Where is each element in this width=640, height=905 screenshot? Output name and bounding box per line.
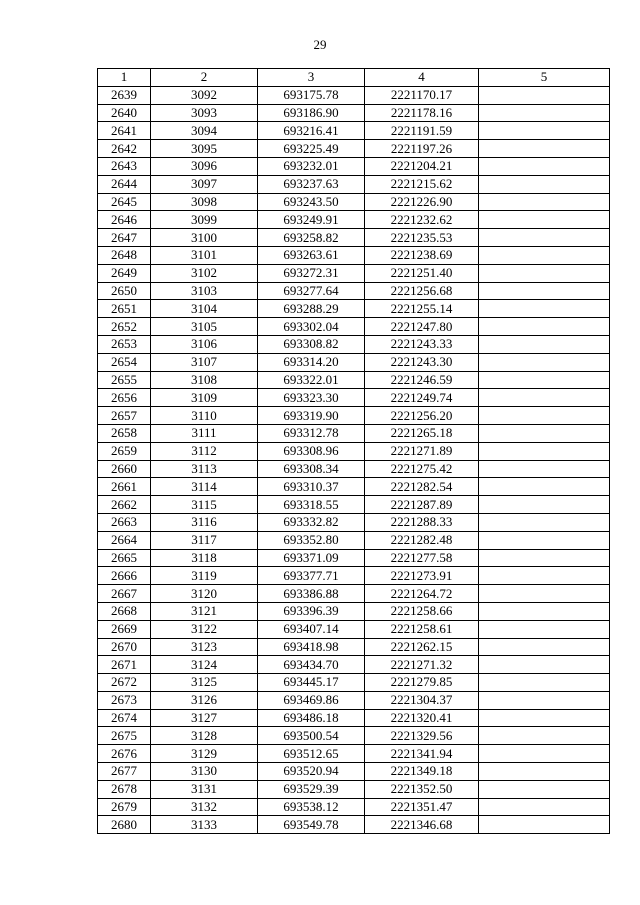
table-cell: 693500.54 bbox=[258, 727, 365, 745]
table-cell: 2221288.33 bbox=[365, 513, 479, 531]
table-cell bbox=[479, 531, 610, 549]
table-row bbox=[98, 709, 610, 727]
table-cell: 2642 bbox=[98, 140, 151, 158]
table-cell: 2221282.48 bbox=[365, 531, 479, 549]
table-cell: 2652 bbox=[98, 318, 151, 336]
table-cell: 2221243.33 bbox=[365, 335, 479, 353]
table-cell: 2677 bbox=[98, 763, 151, 781]
table-cell: 3116 bbox=[151, 513, 258, 531]
table-cell: 3108 bbox=[151, 371, 258, 389]
table-cell: 2221351.47 bbox=[365, 798, 479, 816]
table-row bbox=[98, 122, 610, 140]
table-cell: 3127 bbox=[151, 709, 258, 727]
table-cell: 2664 bbox=[98, 531, 151, 549]
table-cell: 2221275.42 bbox=[365, 460, 479, 478]
table-row bbox=[98, 638, 610, 656]
table-cell bbox=[479, 282, 610, 300]
table-cell bbox=[479, 816, 610, 834]
table-cell: 3099 bbox=[151, 211, 258, 229]
table-cell bbox=[479, 264, 610, 282]
table-cell: 3100 bbox=[151, 229, 258, 247]
column-header-1: 1 bbox=[98, 69, 151, 87]
table-cell bbox=[479, 300, 610, 318]
table-row bbox=[98, 175, 610, 193]
table-row bbox=[98, 407, 610, 425]
table-cell: 693237.63 bbox=[258, 175, 365, 193]
table-cell bbox=[479, 335, 610, 353]
table-cell: 3102 bbox=[151, 264, 258, 282]
table-cell: 693308.34 bbox=[258, 460, 365, 478]
table-cell bbox=[479, 638, 610, 656]
coordinates-table bbox=[97, 68, 610, 834]
table-row bbox=[98, 549, 610, 567]
table-cell: 2676 bbox=[98, 745, 151, 763]
table-cell bbox=[479, 549, 610, 567]
table-cell bbox=[479, 602, 610, 620]
table-cell bbox=[479, 229, 610, 247]
table-cell: 2221262.15 bbox=[365, 638, 479, 656]
table-cell: 3109 bbox=[151, 389, 258, 407]
table-cell: 2679 bbox=[98, 798, 151, 816]
table-cell: 2221256.68 bbox=[365, 282, 479, 300]
table-cell: 2221349.18 bbox=[365, 763, 479, 781]
table-cell: 693407.14 bbox=[258, 620, 365, 638]
table-cell bbox=[479, 460, 610, 478]
table-cell: 693512.65 bbox=[258, 745, 365, 763]
table-cell bbox=[479, 620, 610, 638]
table-row bbox=[98, 157, 610, 175]
table-cell: 3130 bbox=[151, 763, 258, 781]
table-cell bbox=[479, 709, 610, 727]
table-cell: 2221255.14 bbox=[365, 300, 479, 318]
table-row bbox=[98, 691, 610, 709]
table-cell: 2221246.59 bbox=[365, 371, 479, 389]
table-cell: 693314.20 bbox=[258, 353, 365, 371]
table-row bbox=[98, 602, 610, 620]
table-cell: 3107 bbox=[151, 353, 258, 371]
table-cell: 2221243.30 bbox=[365, 353, 479, 371]
table-cell: 2221352.50 bbox=[365, 780, 479, 798]
table-cell: 693318.55 bbox=[258, 496, 365, 514]
table-row bbox=[98, 193, 610, 211]
table-cell bbox=[479, 798, 610, 816]
table-cell: 2656 bbox=[98, 389, 151, 407]
table-cell bbox=[479, 193, 610, 211]
table-cell: 693538.12 bbox=[258, 798, 365, 816]
table-cell: 2648 bbox=[98, 246, 151, 264]
table-cell: 2658 bbox=[98, 424, 151, 442]
table-row bbox=[98, 460, 610, 478]
table-cell bbox=[479, 389, 610, 407]
table-cell: 693186.90 bbox=[258, 104, 365, 122]
table-cell: 693418.98 bbox=[258, 638, 365, 656]
table-cell: 2665 bbox=[98, 549, 151, 567]
table-cell: 2680 bbox=[98, 816, 151, 834]
table-cell bbox=[479, 585, 610, 603]
table-cell bbox=[479, 513, 610, 531]
page-number: 29 bbox=[313, 37, 327, 52]
table-cell: 3106 bbox=[151, 335, 258, 353]
table-cell: 3120 bbox=[151, 585, 258, 603]
table-cell: 693332.82 bbox=[258, 513, 365, 531]
table-cell: 2641 bbox=[98, 122, 151, 140]
table-cell: 693232.01 bbox=[258, 157, 365, 175]
table-cell: 2221265.18 bbox=[365, 424, 479, 442]
table-cell bbox=[479, 567, 610, 585]
table-cell: 3121 bbox=[151, 602, 258, 620]
table-cell: 3124 bbox=[151, 656, 258, 674]
table-cell: 2221215.62 bbox=[365, 175, 479, 193]
table-row bbox=[98, 442, 610, 460]
table-cell: 2221204.21 bbox=[365, 157, 479, 175]
table-cell: 693288.29 bbox=[258, 300, 365, 318]
column-header-4: 4 bbox=[365, 69, 479, 87]
table-cell: 3112 bbox=[151, 442, 258, 460]
table-cell: 3131 bbox=[151, 780, 258, 798]
table-cell: 2221271.89 bbox=[365, 442, 479, 460]
table-cell bbox=[479, 674, 610, 692]
table-row bbox=[98, 656, 610, 674]
table-row bbox=[98, 816, 610, 834]
table-cell: 3104 bbox=[151, 300, 258, 318]
table-cell: 3118 bbox=[151, 549, 258, 567]
table-cell: 693322.01 bbox=[258, 371, 365, 389]
table-cell: 3095 bbox=[151, 140, 258, 158]
table-cell: 693529.39 bbox=[258, 780, 365, 798]
table-cell: 693469.86 bbox=[258, 691, 365, 709]
table-cell: 3098 bbox=[151, 193, 258, 211]
table-cell: 693258.82 bbox=[258, 229, 365, 247]
table-cell: 2221247.80 bbox=[365, 318, 479, 336]
table-cell: 693308.96 bbox=[258, 442, 365, 460]
table-cell: 3093 bbox=[151, 104, 258, 122]
table-cell: 3092 bbox=[151, 86, 258, 104]
table-cell: 693396.39 bbox=[258, 602, 365, 620]
table-cell: 2221264.72 bbox=[365, 585, 479, 603]
header-row bbox=[98, 69, 610, 87]
table-cell bbox=[479, 122, 610, 140]
table-cell: 2221226.90 bbox=[365, 193, 479, 211]
table-cell: 2221279.85 bbox=[365, 674, 479, 692]
table-cell: 693302.04 bbox=[258, 318, 365, 336]
table-row bbox=[98, 264, 610, 282]
table-cell: 693386.88 bbox=[258, 585, 365, 603]
table-cell: 3094 bbox=[151, 122, 258, 140]
table-cell: 3096 bbox=[151, 157, 258, 175]
table-row bbox=[98, 371, 610, 389]
table-cell: 693225.49 bbox=[258, 140, 365, 158]
table-cell: 2666 bbox=[98, 567, 151, 585]
table-cell: 3119 bbox=[151, 567, 258, 585]
table-cell: 3113 bbox=[151, 460, 258, 478]
table-cell: 2668 bbox=[98, 602, 151, 620]
table-cell: 693243.50 bbox=[258, 193, 365, 211]
table-cell: 2221258.61 bbox=[365, 620, 479, 638]
table-cell: 2647 bbox=[98, 229, 151, 247]
table-cell: 2221258.66 bbox=[365, 602, 479, 620]
table-row bbox=[98, 86, 610, 104]
table-cell: 693263.61 bbox=[258, 246, 365, 264]
table-cell bbox=[479, 318, 610, 336]
table-cell: 2673 bbox=[98, 691, 151, 709]
table-cell: 3123 bbox=[151, 638, 258, 656]
table-cell bbox=[479, 157, 610, 175]
table-cell: 2649 bbox=[98, 264, 151, 282]
table-cell bbox=[479, 727, 610, 745]
table-cell: 693272.31 bbox=[258, 264, 365, 282]
table-cell: 2221273.91 bbox=[365, 567, 479, 585]
table-cell: 2221197.26 bbox=[365, 140, 479, 158]
table-cell bbox=[479, 353, 610, 371]
table-row bbox=[98, 745, 610, 763]
table-cell: 693377.71 bbox=[258, 567, 365, 585]
table-cell: 2221320.41 bbox=[365, 709, 479, 727]
table-row bbox=[98, 424, 610, 442]
table-cell: 2669 bbox=[98, 620, 151, 638]
table-row bbox=[98, 389, 610, 407]
table-row bbox=[98, 353, 610, 371]
table-row bbox=[98, 300, 610, 318]
table-cell: 2221170.17 bbox=[365, 86, 479, 104]
table-cell: 2671 bbox=[98, 656, 151, 674]
table-cell bbox=[479, 763, 610, 781]
table-cell: 693486.18 bbox=[258, 709, 365, 727]
column-header-3: 3 bbox=[258, 69, 365, 87]
table-cell: 2221178.16 bbox=[365, 104, 479, 122]
table-row bbox=[98, 798, 610, 816]
table-cell: 3125 bbox=[151, 674, 258, 692]
table-cell: 693434.70 bbox=[258, 656, 365, 674]
table-row bbox=[98, 478, 610, 496]
table-cell: 3128 bbox=[151, 727, 258, 745]
table-row bbox=[98, 229, 610, 247]
table-cell: 3110 bbox=[151, 407, 258, 425]
table-row bbox=[98, 335, 610, 353]
table-cell: 2639 bbox=[98, 86, 151, 104]
table-row bbox=[98, 318, 610, 336]
table-cell: 2221191.59 bbox=[365, 122, 479, 140]
table-cell: 2672 bbox=[98, 674, 151, 692]
table-cell: 2221235.53 bbox=[365, 229, 479, 247]
table-cell: 2659 bbox=[98, 442, 151, 460]
table-cell: 693352.80 bbox=[258, 531, 365, 549]
table-cell: 693308.82 bbox=[258, 335, 365, 353]
table-cell: 3129 bbox=[151, 745, 258, 763]
table-cell: 2667 bbox=[98, 585, 151, 603]
table-body bbox=[98, 86, 610, 833]
table-cell bbox=[479, 745, 610, 763]
table-cell: 3115 bbox=[151, 496, 258, 514]
table-cell: 2221287.89 bbox=[365, 496, 479, 514]
table-cell: 2221282.54 bbox=[365, 478, 479, 496]
table-cell: 3101 bbox=[151, 246, 258, 264]
table-row bbox=[98, 674, 610, 692]
table-cell: 693371.09 bbox=[258, 549, 365, 567]
table-cell bbox=[479, 104, 610, 122]
table-cell bbox=[479, 140, 610, 158]
table-header bbox=[98, 69, 610, 87]
table-cell bbox=[479, 246, 610, 264]
table-cell: 2221256.20 bbox=[365, 407, 479, 425]
table-cell: 2655 bbox=[98, 371, 151, 389]
table-cell: 3132 bbox=[151, 798, 258, 816]
table-cell: 3105 bbox=[151, 318, 258, 336]
table-cell: 693216.41 bbox=[258, 122, 365, 140]
table-row bbox=[98, 211, 610, 229]
table-cell bbox=[479, 211, 610, 229]
table-cell: 2654 bbox=[98, 353, 151, 371]
table-row bbox=[98, 513, 610, 531]
table-row bbox=[98, 104, 610, 122]
table-cell: 2221251.40 bbox=[365, 264, 479, 282]
table-cell: 2651 bbox=[98, 300, 151, 318]
table-cell bbox=[479, 442, 610, 460]
table-row bbox=[98, 496, 610, 514]
table-cell bbox=[479, 656, 610, 674]
table-cell: 2221249.74 bbox=[365, 389, 479, 407]
table-cell: 693445.17 bbox=[258, 674, 365, 692]
table-cell: 3114 bbox=[151, 478, 258, 496]
table-row bbox=[98, 246, 610, 264]
table-cell bbox=[479, 175, 610, 193]
table-cell: 693520.94 bbox=[258, 763, 365, 781]
table-cell: 2661 bbox=[98, 478, 151, 496]
table-row bbox=[98, 763, 610, 781]
table-row bbox=[98, 727, 610, 745]
table-row bbox=[98, 620, 610, 638]
table-row bbox=[98, 567, 610, 585]
table-cell: 693277.64 bbox=[258, 282, 365, 300]
table-cell: 3133 bbox=[151, 816, 258, 834]
table-cell: 3103 bbox=[151, 282, 258, 300]
table-cell: 2221329.56 bbox=[365, 727, 479, 745]
table-cell: 2644 bbox=[98, 175, 151, 193]
table-cell: 2660 bbox=[98, 460, 151, 478]
table-row bbox=[98, 140, 610, 158]
table-cell bbox=[479, 691, 610, 709]
table-cell: 693549.78 bbox=[258, 816, 365, 834]
table-cell: 2640 bbox=[98, 104, 151, 122]
table-cell: 2670 bbox=[98, 638, 151, 656]
table-cell: 3097 bbox=[151, 175, 258, 193]
table-cell: 3122 bbox=[151, 620, 258, 638]
table-row bbox=[98, 780, 610, 798]
table-cell: 2643 bbox=[98, 157, 151, 175]
table-cell: 2653 bbox=[98, 335, 151, 353]
table-cell: 3117 bbox=[151, 531, 258, 549]
table-cell: 693310.37 bbox=[258, 478, 365, 496]
table-cell: 2221304.37 bbox=[365, 691, 479, 709]
table-cell: 2645 bbox=[98, 193, 151, 211]
table-cell bbox=[479, 496, 610, 514]
table-cell: 2221277.58 bbox=[365, 549, 479, 567]
table-cell: 2221238.69 bbox=[365, 246, 479, 264]
table-cell: 2646 bbox=[98, 211, 151, 229]
table-cell bbox=[479, 371, 610, 389]
table-cell bbox=[479, 478, 610, 496]
table-cell: 2663 bbox=[98, 513, 151, 531]
table-cell: 693312.78 bbox=[258, 424, 365, 442]
table-cell: 3126 bbox=[151, 691, 258, 709]
table-row bbox=[98, 585, 610, 603]
table-row bbox=[98, 282, 610, 300]
table-cell bbox=[479, 424, 610, 442]
table-cell: 2675 bbox=[98, 727, 151, 745]
table-cell: 693175.78 bbox=[258, 86, 365, 104]
column-header-2: 2 bbox=[151, 69, 258, 87]
table-cell bbox=[479, 407, 610, 425]
table-cell: 2221232.62 bbox=[365, 211, 479, 229]
table-cell: 2662 bbox=[98, 496, 151, 514]
table-cell: 693323.30 bbox=[258, 389, 365, 407]
table-cell: 2221341.94 bbox=[365, 745, 479, 763]
table-cell bbox=[479, 86, 610, 104]
column-header-5: 5 bbox=[479, 69, 610, 87]
table-cell: 2650 bbox=[98, 282, 151, 300]
table-cell: 3111 bbox=[151, 424, 258, 442]
table-cell: 2657 bbox=[98, 407, 151, 425]
table-cell: 2221271.32 bbox=[365, 656, 479, 674]
table-cell: 2674 bbox=[98, 709, 151, 727]
table-cell bbox=[479, 780, 610, 798]
table-cell: 2678 bbox=[98, 780, 151, 798]
table-row bbox=[98, 531, 610, 549]
table-cell: 693249.91 bbox=[258, 211, 365, 229]
table-cell: 693319.90 bbox=[258, 407, 365, 425]
table-cell: 2221346.68 bbox=[365, 816, 479, 834]
